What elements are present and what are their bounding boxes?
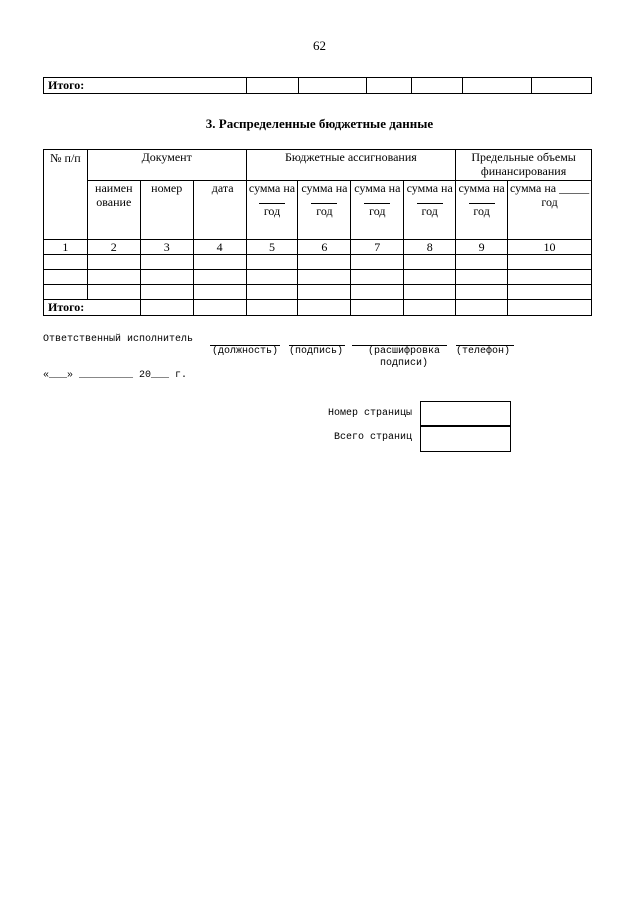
top-total-cell xyxy=(531,78,591,94)
column-number: 9 xyxy=(456,240,508,255)
header-num: № п/п xyxy=(44,150,88,240)
table-row xyxy=(44,255,592,270)
responsible-label: Ответственный исполнитель xyxy=(43,334,194,345)
header-sum-col9: сумма на год xyxy=(456,181,508,240)
phone-caption: (телефон) xyxy=(456,346,511,357)
header-sum-col6: сумма на год xyxy=(298,181,351,240)
page-number-box[interactable] xyxy=(420,401,511,427)
position-caption: (должность) xyxy=(212,346,279,357)
total-pages-box[interactable] xyxy=(420,425,511,452)
table-row xyxy=(44,270,592,285)
header-budget: Бюджетные ассигнования xyxy=(246,150,456,181)
column-number: 5 xyxy=(246,240,298,255)
page-number-label: Номер страницы xyxy=(327,408,412,419)
column-number: 4 xyxy=(193,240,246,255)
main-total-label: Итого: xyxy=(44,300,141,316)
budget-data-table xyxy=(43,149,592,316)
header-name: наимен ование xyxy=(87,181,140,240)
column-number: 10 xyxy=(508,240,592,255)
header-sum-col8: сумма на год xyxy=(404,181,456,240)
column-number: 1 xyxy=(44,240,88,255)
table-row xyxy=(44,285,592,300)
column-number: 2 xyxy=(87,240,140,255)
column-number: 8 xyxy=(404,240,456,255)
column-number: 6 xyxy=(298,240,351,255)
top-total-label: Итого: xyxy=(44,78,247,94)
column-number: 7 xyxy=(351,240,404,255)
header-number: номер xyxy=(140,181,193,240)
page-number: 62 xyxy=(313,38,326,53)
column-number: 3 xyxy=(140,240,193,255)
top-total-table xyxy=(43,77,592,94)
header-document: Документ xyxy=(87,150,246,181)
decoding-caption: (расшифровка подписи) xyxy=(367,346,440,369)
header-limits: Предельные объемы финансирования xyxy=(456,150,592,181)
top-total-cell xyxy=(247,78,298,94)
header-sum-col10: сумма на _____ год xyxy=(508,181,592,240)
top-total-cell xyxy=(367,78,412,94)
sign-caption: (подпись) xyxy=(289,346,344,357)
header-date: дата xyxy=(193,181,246,240)
header-sum-col7: сумма на год xyxy=(351,181,404,240)
top-total-cell xyxy=(411,78,462,94)
header-sum-col5: сумма на год xyxy=(246,181,298,240)
top-total-cell xyxy=(463,78,531,94)
top-total-cell xyxy=(298,78,366,94)
date-line: «___» _________ 20___ г. xyxy=(43,370,188,381)
section-title: 3. Распределенные бюджетные данные xyxy=(205,116,434,131)
total-pages-label: Всего страниц xyxy=(333,432,412,443)
